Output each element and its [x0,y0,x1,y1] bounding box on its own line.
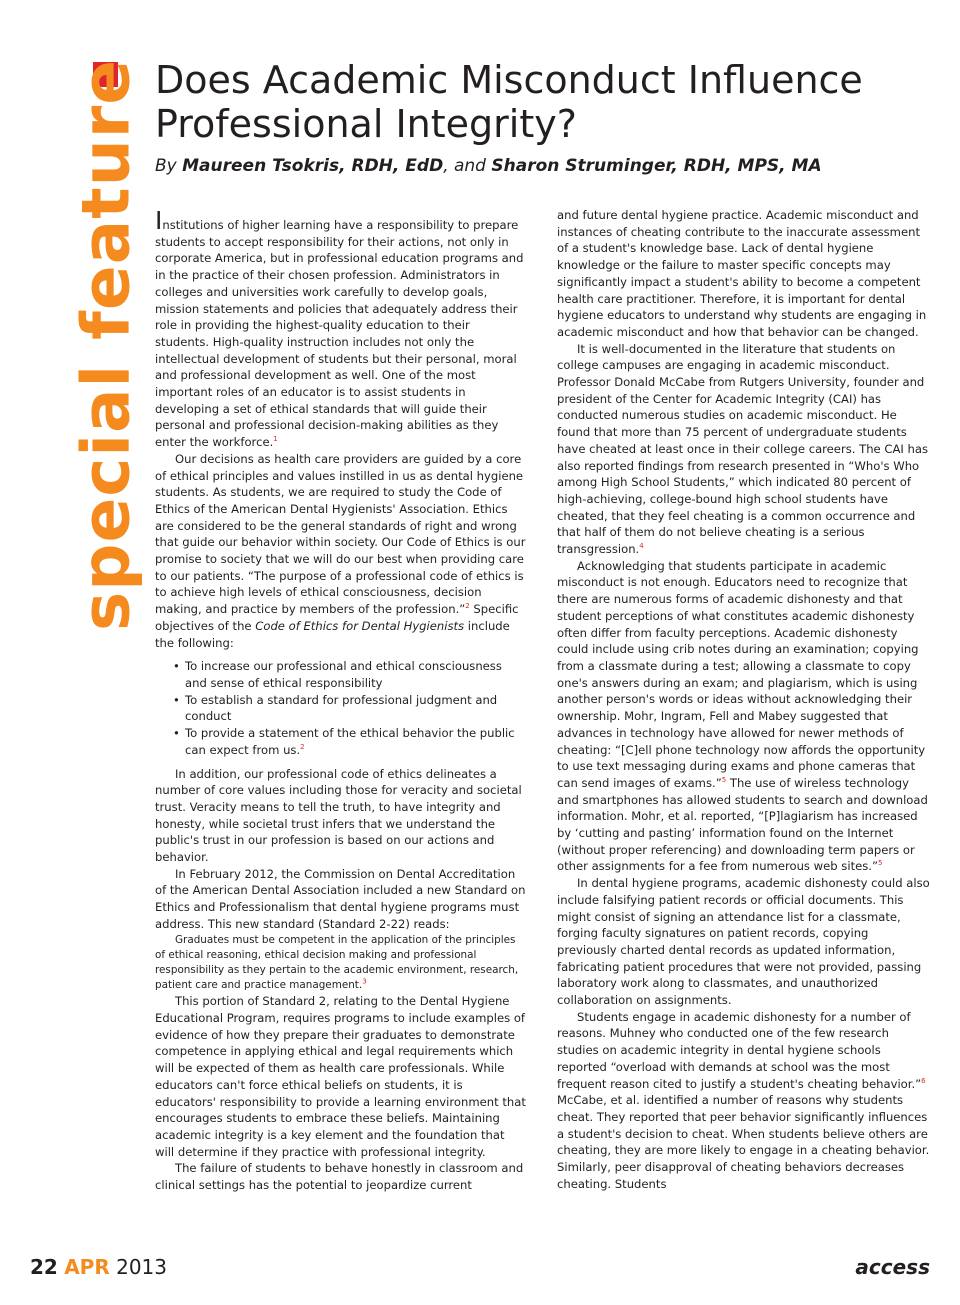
paragraph [155,206,527,451]
page-number: 22 [30,1255,58,1279]
list-item-text: To provide a statement of the ethical behavior the public can expect from us. [185,726,515,757]
footnote-ref: 4 [639,542,644,551]
bullet-icon: • [173,726,180,741]
article-byline [155,155,935,177]
paragraph [557,341,931,558]
footnote-ref: 6 [921,1076,926,1085]
footnote-ref: 5 [877,859,883,868]
issue-month: APR [64,1255,110,1279]
quote-text: Graduates must be competent in the application of the principles of ethical reasoning, ethical decision making and professional responsibility as they pertain to the academic environment, research, patient care and practice management. [155,933,519,992]
footnote-ref: 1 [273,435,278,444]
footnote-ref: 5 [721,776,727,785]
footnote-ref: 3 [362,977,367,986]
paragraph [155,451,527,651]
article-column-right [557,207,931,1192]
publication-name: access [855,1255,930,1279]
paragraph: and future dental hygiene practice. Academic misconduct and instances of cheating contribute to the inaccurate assessment of a student's knowledge base. Lack of dental hygiene knowledge or the failure to master specific concepts may significantly impact a student's ability to become a competent health care practitioner. Therefore, it is important for dental hygiene educators to understand why students are engaging in academic misconduct and how that behavior can be changed. [557,208,927,339]
byline-author-2: Sharon Struminger, RDH, MPS, MA [491,156,822,176]
list-item [173,692,527,725]
bullet-icon: • [173,659,180,674]
list-item-text: To increase our professional and ethical consciousness and sense of ethical responsibility [185,659,502,690]
list-item [173,725,527,758]
byline-separator: , and [443,156,486,176]
section-label: special feature [67,58,145,632]
code-of-ethics-title: Code of Ethics for Dental Hygienists [255,618,465,633]
paragraph: In dental hygiene programs, academic dishonesty could also include falsifying patient records or official documents. This might consist of signing an attendance list for a classmate, forging faculty signatures on patient records, copying previously charted dental records as updated information, fabricating patient procedures that were not provided, passing laboratory work along to classmates, and unauthorized collaboration on assignments. [557,876,930,1008]
bullet-icon: • [173,692,180,707]
objectives-list [155,658,527,758]
issue-year: 2013 [116,1255,168,1279]
paragraph: The failure of students to behave honestly in classroom and clinical settings has the potential to jeopardize current [155,1161,524,1193]
page-folio [30,1255,167,1279]
list-item [173,658,527,691]
paragraph-text: The use of wireless technology and smartphones has allowed students to search and download information. Mohr, et al. reported, “[P]lagiarism has increased by ‘cutting and pasting’ information found on the Internet (without proper referencing) and downloading term papers or other assignments for a fee from numerous web sites.” [557,775,928,874]
paragraph-text: include the following: [155,618,510,650]
paragraph: In addition, our professional code of ethics delineates a number of core values including those for veracity and societal trust. Veracity means to tell the truth, to have integrity and honesty, while societal trust infers that we understand the public's trust in our profession is based on our actions and behavior. [155,766,522,865]
drop-cap: I [155,206,163,235]
paragraph: In February 2012, the Commission on Dental Accreditation of the American Dental Association included a new Standard on Ethics and Professionalism that dental hygiene programs must address. This new standard (Standard 2-22) reads: [155,866,526,931]
paragraph [557,1009,931,1193]
footnote-ref: 2 [300,742,305,751]
paragraph-text: Specific objectives of the [155,602,519,633]
byline-prefix: By [155,156,177,176]
paragraph-text: Acknowledging that students participate in academic misconduct is not enough. Educators need to recognize that there are numerous forms of academic dishonesty and that student perceptions of what constitutes academic dishonesty often differ from faculty perceptions. Academic dishonesty could include using crib notes during an examination; copying from a classmate during a test; allowing a classmate to copy one's answers during an exam; and plagiarism, which is using another person's words or ideas without acknowledging their ownership. Mohr, Ingram, Fell and Mabey suggested that advances in technology have allowed for newer methods of cheating: “[C]ell phone technology now affords the opportunity to use text messaging during exams and phone cameras that can send images of exams.” [557,558,926,790]
paragraph-text: Our decisions as health care providers are guided by a core of ethical principles and values instilled in us as dental hygiene students. As students, we are required to study the Code of Ethics of the American Dental Hygienists' Association. Ethics are considered to be the general standards of right and wrong that guide our behavior within society. Our Code of Ethics is our promise to society that we will do our best when providing care to our patients. “The purpose of a professional code of ethics is to achieve high levels of ethical consciousness, decision making, and practice by members of the profession.” [155,451,526,617]
standard-quote [155,933,527,994]
paragraph-text: It is well-documented in the literature that students on college campuses are engaging in academic misconduct. Professor Donald McCabe from Rutgers University, founder and president of the Center for Academic Integrity (CAI) has conducted numerous studies on academic misconduct. He found that more than 75 percent of undergraduate students have cheated at least once in their college careers. The CAI has also reported findings from research presented in “Who's Who among High School Students,” which indicated 80 percent of high-achieving, college-bound high school students have cheated, that they feel cheating is a common occurrence and that half of them do not believe cheating is a serious transgression. [557,341,928,557]
footnote-ref: 2 [465,602,470,611]
list-item-text: To establish a standard for professional judgment and conduct [185,692,498,724]
paragraph [557,558,931,875]
paragraph-text: Students engage in academic dishonesty for a number of reasons. Muhney who conducted one of the few research studies on academic integrity in dental hygiene schools reported “overload with demands at school was the most frequent reason cited to justify a student's cheating behavior.” [557,1009,922,1091]
byline-author-1: Maureen Tsokris, RDH, EdD [182,156,444,176]
paragraph-text: nstitutions of higher learning have a responsibility to prepare students to accept responsibility for their actions, not only in corporate America, but in professional education programs and in the practice of their chosen profession. Administrators in colleges and universities work carefully to develop goals, mission statements and policies that adequately address their role in providing the highest-quality education to their students. High-quality instruction includes not only the intellectual development of students but their personal, moral and professional development as well. One of the most important roles of an educator is to assist students in developing a set of ethical standards that will guide their personal and professional decision-making abilities as they enter the workforce. [155,218,524,450]
paragraph-text: McCabe, et al. identified a number of reasons why students cheat. They reported that peer behavior significantly influences a student's decision to cheat. When students believe others are cheating, they are more likely to engage in a cheating behavior. Similarly, peer disapproval of cheating behaviors decreases cheating. Students [557,1093,930,1191]
article-column-left [155,206,527,1194]
article-title: Does Academic Misconduct Influence Professional Integrity? [155,58,863,146]
paragraph: This portion of Standard 2, relating to the Dental Hygiene Educational Program, requires programs to include examples of evidence of how they prepare their graduates to demonstrate competence in applying ethical and legal requirements which will be expected of them as health care professionals. While educators can't force ethical beliefs on students, it is educators' responsibility to provide a learning environment that encourages students to embrace these beliefs. Maintaining academic integrity is a key element and the foundation that will determine if they practice with professional integrity. [155,994,526,1159]
